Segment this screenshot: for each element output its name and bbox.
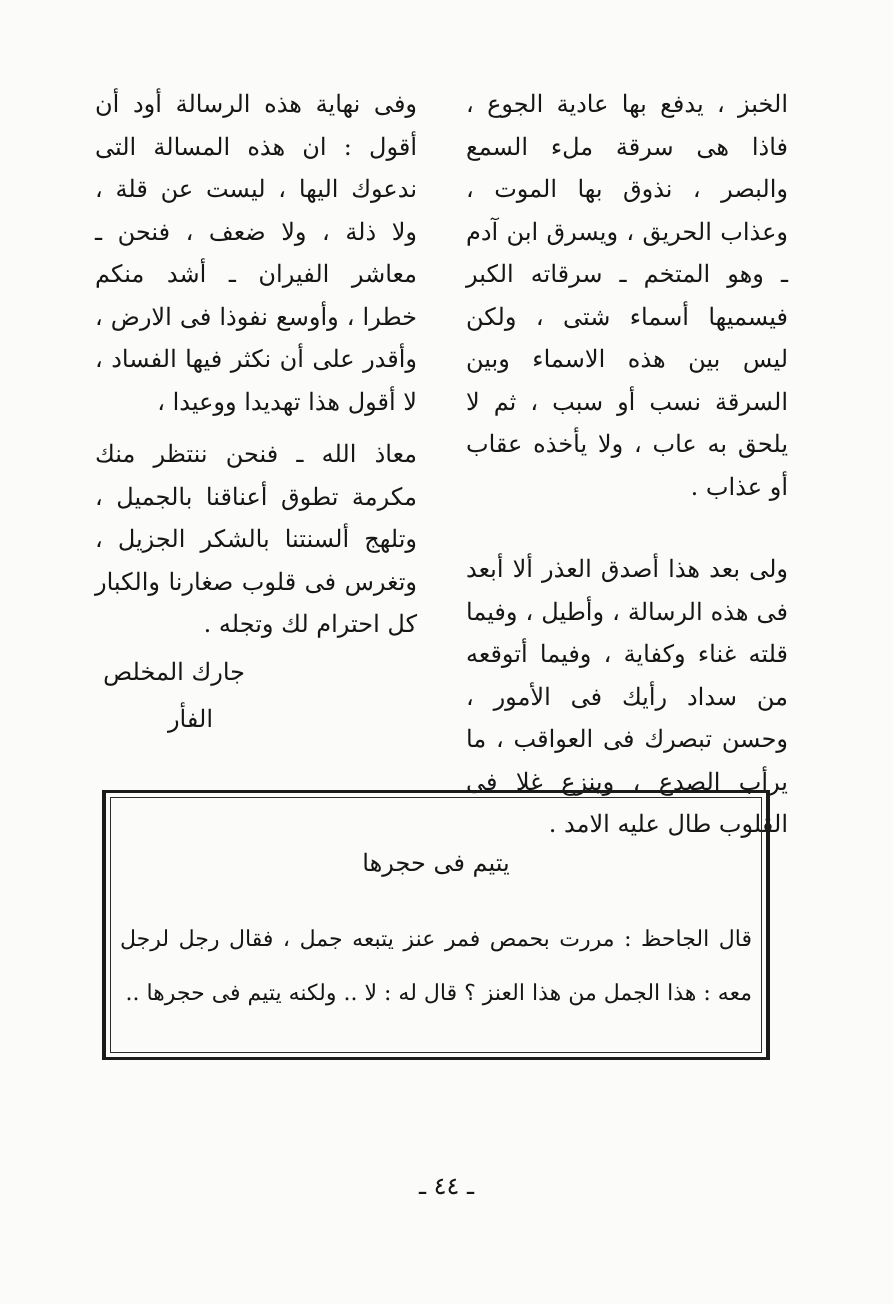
signature-name: الفأر	[167, 705, 213, 733]
anecdote-title: يتيم فى حجرها	[362, 849, 510, 877]
left-paragraph-2: معاذ الله ـ فنحن ننتظر منك مكرمة تطوق أعناقنا بالجميل ، وتلهج ألسنتنا بالشكر الجزيل ، وتغرس فى قلوب صغارنا والكبار كل احترام لك وتجله .	[95, 440, 417, 638]
page-number: ـ ٤٤ ـ	[418, 1172, 475, 1200]
left-paragraph-1: وفى نهاية هذه الرسالة أود أن أقول : ان هذه المسالة التى ندعوك اليها ، ليست عن قلة ، ولا ذلة ، ولا ضعف ، فنحن ـ معاشر الفيران ـ أشد منكم خطرا ، وأوسع نفوذا فى الارض ، وأقدر على أن نكثر فيها الفساد ، لا أقول هذا تهديدا ووعيدا ،	[95, 90, 417, 416]
right-paragraph-1: الخبز ، يدفع بها عادية الجوع ، فاذا هى سرقة ملء السمع والبصر ، نذوق بها الموت ، وعذاب الحريق ، ويسرق ابن آدم ـ وهو المتخم ـ سرقاته الكبر فيسميها أسماء شتى ، ولكن ليس بين هذه الاسماء وبين السرقة نسب أو سبب ، ثم لا يلحق به عاب ، ولا يأخذه عقاب أو عذاب .	[466, 90, 788, 501]
right-column	[466, 83, 788, 846]
signature-closing: جارك المخلص	[103, 658, 245, 686]
left-column	[95, 83, 417, 646]
right-paragraph-2: ولى بعد هذا أصدق العذر ألا أبعد فى هذه الرسالة ، وأطيل ، وفيما قلته غناء وكفاية ، وفيما أتوقعه من سداد رأيك فى الأمور ، وحسن تبصرك فى العواقب ، ما يرأب الصدع ، وينزع غلا فى القلوب طال عليه الامد .	[466, 555, 788, 838]
anecdote-body: قال الجاحظ : مررت بحمص فمر عنز يتبعه جمل ، فقال رجل لرجل معه : هذا الجمل من هذا العنز ؟ قال له : لا .. ولكنه يتيم فى حجرها ..	[120, 927, 752, 1006]
anecdote-box	[102, 790, 770, 1060]
